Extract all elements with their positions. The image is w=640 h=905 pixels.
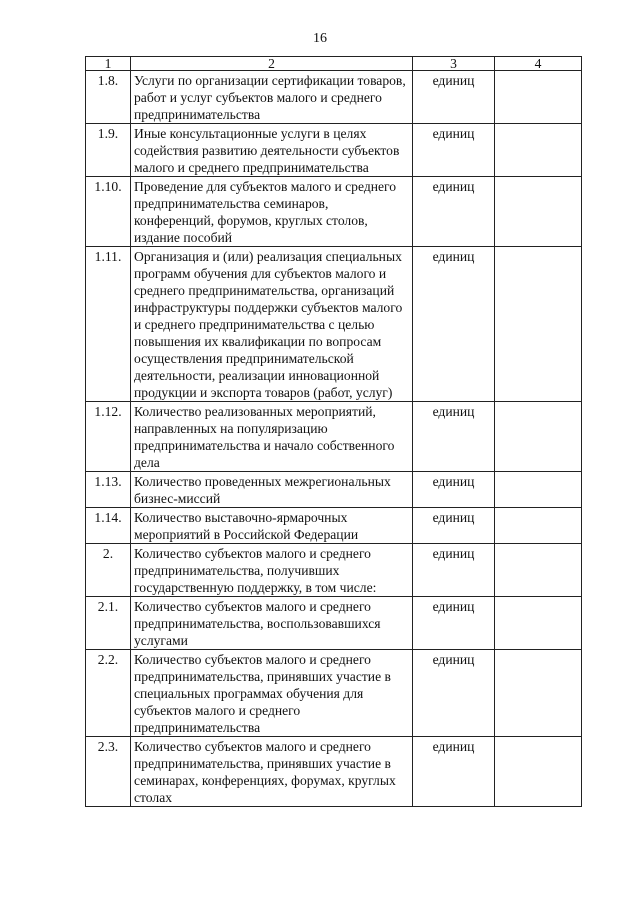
column-header-2: 2 [131,57,413,71]
row-number: 1.11. [86,247,131,402]
row-number: 1.9. [86,124,131,177]
row-number: 2.1. [86,597,131,650]
row-value [495,544,582,597]
table-row [86,402,582,472]
table-row [86,544,582,597]
row-unit: единиц [413,472,495,508]
row-number: 1.8. [86,71,131,124]
row-unit: единиц [413,71,495,124]
column-header-1: 1 [86,57,131,71]
row-description: Услуги по организации сертификации товаров, работ и услуг субъектов малого и среднего предпринимательства [131,71,413,124]
table-row [86,737,582,807]
row-unit: единиц [413,508,495,544]
row-unit: единиц [413,124,495,177]
row-unit: единиц [413,247,495,402]
table-header-row [86,57,582,71]
row-unit: единиц [413,597,495,650]
row-description: Количество субъектов малого и среднего предпринимательства, получивших государственную поддержку, в том числе: [131,544,413,597]
row-description: Количество реализованных мероприятий, направленных на популяризацию предпринимательства и начало собственного дела [131,402,413,472]
row-number: 1.13. [86,472,131,508]
table-row [86,508,582,544]
indicators-table [85,56,582,807]
row-unit: единиц [413,737,495,807]
row-description: Количество субъектов малого и среднего предпринимательства, воспользовавшихся услугами [131,597,413,650]
table-row [86,177,582,247]
table-row [86,597,582,650]
row-value [495,508,582,544]
row-unit: единиц [413,544,495,597]
row-description: Количество субъектов малого и среднего предпринимательства, принявших участие в семинарах, конференциях, форумах, круглых столах [131,737,413,807]
row-unit: единиц [413,650,495,737]
row-value [495,737,582,807]
row-description: Количество проведенных межрегиональных бизнес-миссий [131,472,413,508]
row-description: Проведение для субъектов малого и среднего предпринимательства семинаров, конференций, форумов, круглых столов, издание пособий [131,177,413,247]
row-value [495,402,582,472]
row-description: Количество выставочно-ярмарочных мероприятий в Российской Федерации [131,508,413,544]
row-number: 2. [86,544,131,597]
row-value [495,71,582,124]
row-value [495,124,582,177]
row-number: 1.10. [86,177,131,247]
row-value [495,650,582,737]
table-row [86,472,582,508]
row-value [495,247,582,402]
row-description: Организация и (или) реализация специальных программ обучения для субъектов малого и среднего предпринимательства, организаций инфраструктуры поддержки субъектов малого и среднего предпринимательства с целью повышения их квалификации по вопросам осуществления предпринимательской деятельности, реализации инновационной продукции и экспорта товаров (работ, услуг) [131,247,413,402]
row-description: Количество субъектов малого и среднего предпринимательства, принявших участие в специальных программах обучения для субъектов малого и среднего предпринимательства [131,650,413,737]
column-header-3: 3 [413,57,495,71]
table-row [86,71,582,124]
row-value [495,177,582,247]
table-row [86,650,582,737]
page-number: 16 [313,31,327,46]
row-unit: единиц [413,177,495,247]
row-description: Иные консультационные услуги в целях содействия развитию деятельности субъектов малого и среднего предпринимательства [131,124,413,177]
row-value [495,597,582,650]
row-number: 1.14. [86,508,131,544]
table-row [86,124,582,177]
row-number: 1.12. [86,402,131,472]
row-unit: единиц [413,402,495,472]
column-header-4: 4 [495,57,582,71]
row-number: 2.3. [86,737,131,807]
table-row [86,247,582,402]
row-number: 2.2. [86,650,131,737]
row-value [495,472,582,508]
